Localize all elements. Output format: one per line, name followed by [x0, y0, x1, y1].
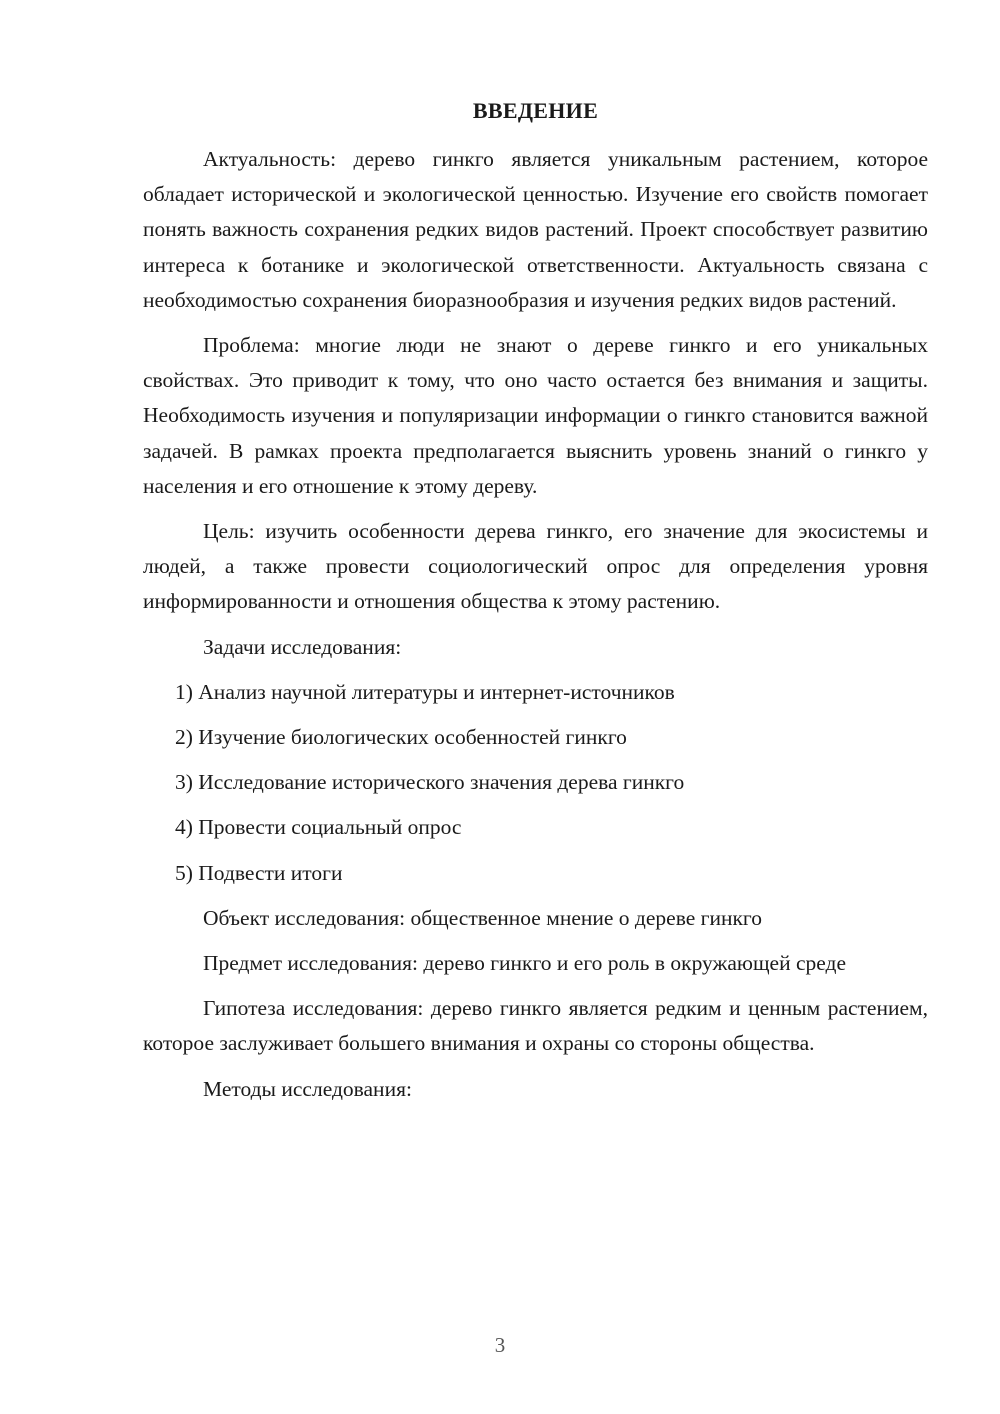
- relevance-paragraph: Актуальность: дерево гинкго является уникальным растением, которое обладает исторической и экологической ценностью. Изучение его свойств помогает понять важность сохранения редких видов растений. Проект способствует развитию интереса к ботанике и экологической ответственности. Актуальность связана с необходимостью сохранения биоразнообразия и изучения редких видов растений.: [143, 147, 928, 312]
- task-item: 3) Исследование исторического значения дерева гинкго: [175, 770, 685, 795]
- task-item: 1) Анализ научной литературы и интернет-источников: [175, 679, 675, 704]
- task-item: 2) Изучение биологических особенностей гинкго: [175, 725, 627, 750]
- subject-paragraph: Предмет исследования: дерево гинкго и его роль в окружающей среде: [203, 951, 846, 976]
- tasks-heading: Задачи исследования:: [203, 634, 402, 659]
- page-title: ВВЕДЕНИЕ: [472, 98, 599, 123]
- document-body: [143, 142, 928, 1117]
- goal-paragraph: Цель: изучить особенности дерева гинкго, его значение для экосистемы и людей, а также провести социологический опрос для определения уровня информированности и отношения общества к этому растению.: [143, 519, 928, 614]
- task-item: 5) Подвести итоги: [175, 860, 343, 885]
- object-line: Объект исследования: общественное мнение о дереве гинкго: [203, 905, 762, 930]
- hypothesis-paragraph: Гипотеза исследования: дерево гинкго является редким и ценным растением, которое заслуживает большего внимания и охраны со стороны общества.: [143, 996, 928, 1056]
- task-item: 4) Провести социальный опрос: [175, 815, 462, 840]
- page-number: 3: [494, 1333, 506, 1357]
- methods-heading: Методы исследования:: [203, 1076, 412, 1101]
- problem-paragraph: Проблема: многие люди не знают о дереве гинкго и его уникальных свойствах. Это приводит к тому, что оно часто остается без внимания и защиты. Необходимость изучения и популяризации информации о гинкго становится важной задачей. В рамках проекта предполагается выяснить уровень знаний о гинкго у населения и его отношение к этому дереву.: [143, 333, 928, 498]
